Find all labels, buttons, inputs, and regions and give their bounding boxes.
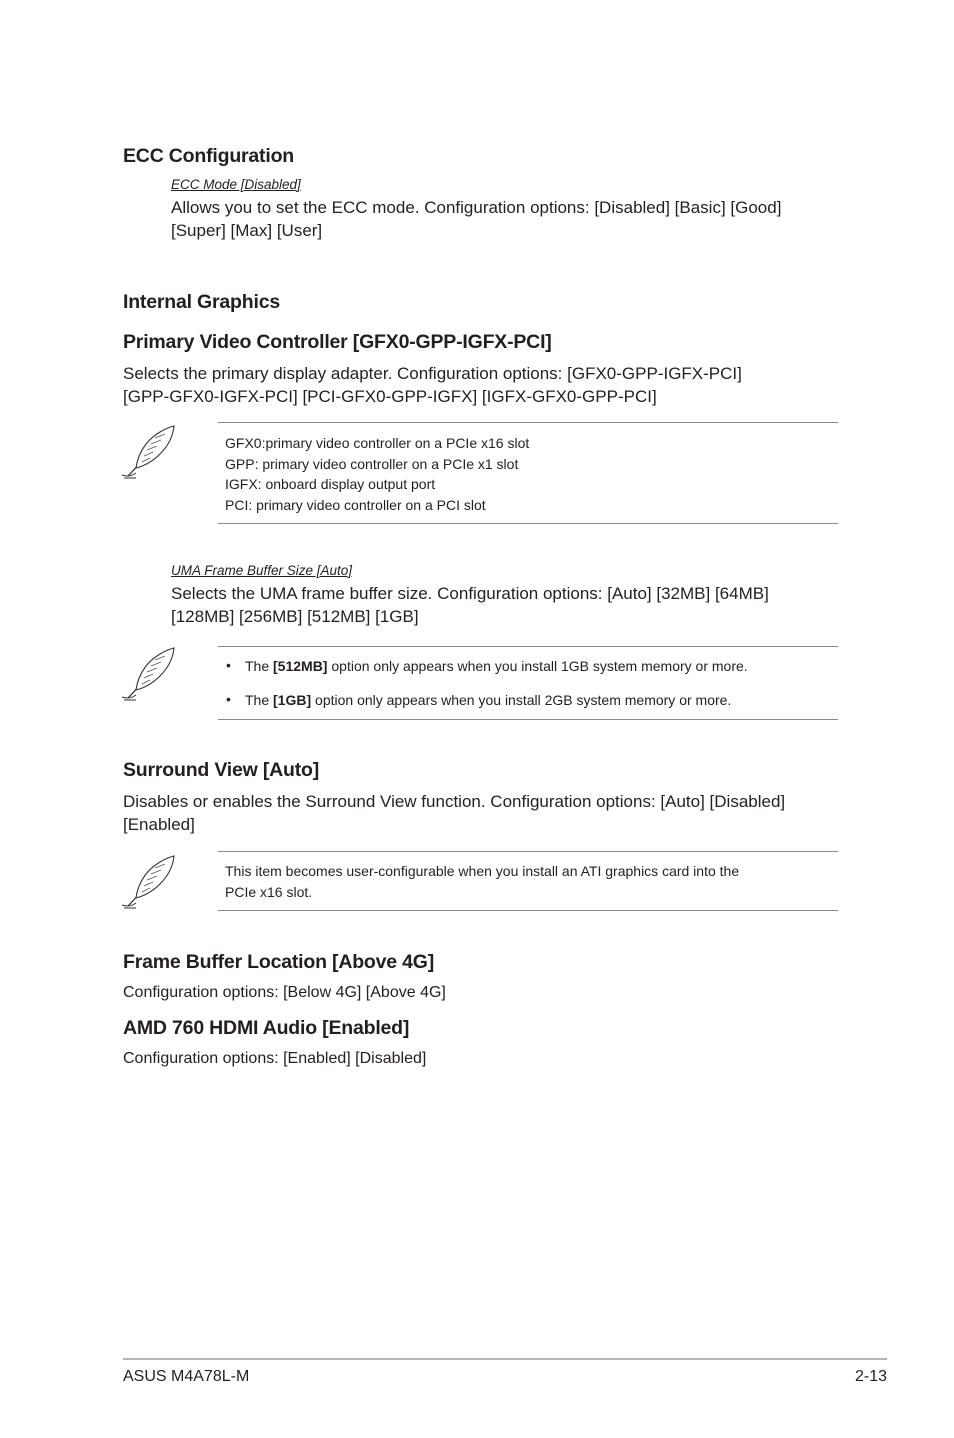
- primary-video-heading: Primary Video Controller [GFX0-GPP-IGFX-PCI]: [123, 331, 552, 353]
- uma-note-1gb: The [1GB] option only appears when you install 2GB system memory or more.: [245, 692, 732, 708]
- uma-desc-line2: [128MB] [256MB] [512MB] [1GB]: [171, 607, 419, 626]
- note-bottom-rule: [218, 719, 838, 720]
- note-top-rule: [218, 646, 838, 647]
- surround-note-line2: PCIe x16 slot.: [225, 883, 313, 900]
- note-feather-icon: [120, 852, 180, 912]
- note-bottom-rule: [218, 910, 838, 911]
- surround-desc-line1: Disables or enables the Surround View function. Configuration options: [Auto] [Disabled]: [123, 792, 786, 811]
- ecc-heading: ECC Configuration: [123, 145, 294, 167]
- footer-page-number: 2-13: [854, 1368, 887, 1385]
- bullet: •: [226, 657, 231, 673]
- footer-rule: [123, 1358, 887, 1360]
- note-line: IGFX: onboard display output port: [225, 476, 436, 492]
- internal-graphics-heading: Internal Graphics: [123, 291, 280, 313]
- note-bottom-rule: [218, 523, 838, 524]
- bullet: •: [226, 691, 231, 707]
- primary-video-desc-line2: [GPP-GFX0-IGFX-PCI] [PCI-GFX0-GPP-IGFX] [IGFX-GFX0-GPP-PCI]: [123, 387, 657, 406]
- note-line: GFX0:primary video controller on a PCIe x16 slot: [225, 435, 530, 451]
- note-top-rule: [218, 851, 838, 852]
- footer-model: ASUS M4A78L-M: [123, 1368, 250, 1385]
- note-feather-icon: [120, 644, 180, 704]
- ecc-mode-item: ECC Mode [Disabled]: [171, 177, 301, 192]
- hdmi-heading: AMD 760 HDMI Audio [Enabled]: [123, 1017, 410, 1039]
- surround-note-line1: This item becomes user-configurable when you install an ATI graphics card into the: [225, 863, 740, 879]
- note-feather-icon: [120, 422, 180, 482]
- surround-desc-line2: [Enabled]: [123, 815, 195, 834]
- note-top-rule: [218, 422, 838, 423]
- ecc-desc-line2: [Super] [Max] [User]: [171, 221, 323, 240]
- uma-note-512mb: The [512MB] option only appears when you install 1GB system memory or more.: [245, 658, 748, 674]
- uma-desc-line1: Selects the UMA frame buffer size. Configuration options: [Auto] [32MB] [64MB]: [171, 584, 769, 603]
- frame-buffer-desc: Configuration options: [Below 4G] [Above 4G]: [123, 984, 446, 1001]
- hdmi-desc: Configuration options: [Enabled] [Disabled]: [123, 1050, 427, 1067]
- uma-item: UMA Frame Buffer Size [Auto]: [171, 563, 353, 578]
- note-line: GPP: primary video controller on a PCIe x1 slot: [225, 455, 519, 472]
- surround-heading: Surround View [Auto]: [123, 759, 320, 781]
- ecc-desc-line1: Allows you to set the ECC mode. Configuration options: [Disabled] [Basic] [Good]: [171, 198, 782, 217]
- frame-buffer-heading: Frame Buffer Location [Above 4G]: [123, 951, 435, 973]
- note-line: PCI: primary video controller on a PCI slot: [225, 496, 486, 513]
- primary-video-desc-line1: Selects the primary display adapter. Configuration options: [GFX0-GPP-IGFX-PCI]: [123, 364, 742, 383]
